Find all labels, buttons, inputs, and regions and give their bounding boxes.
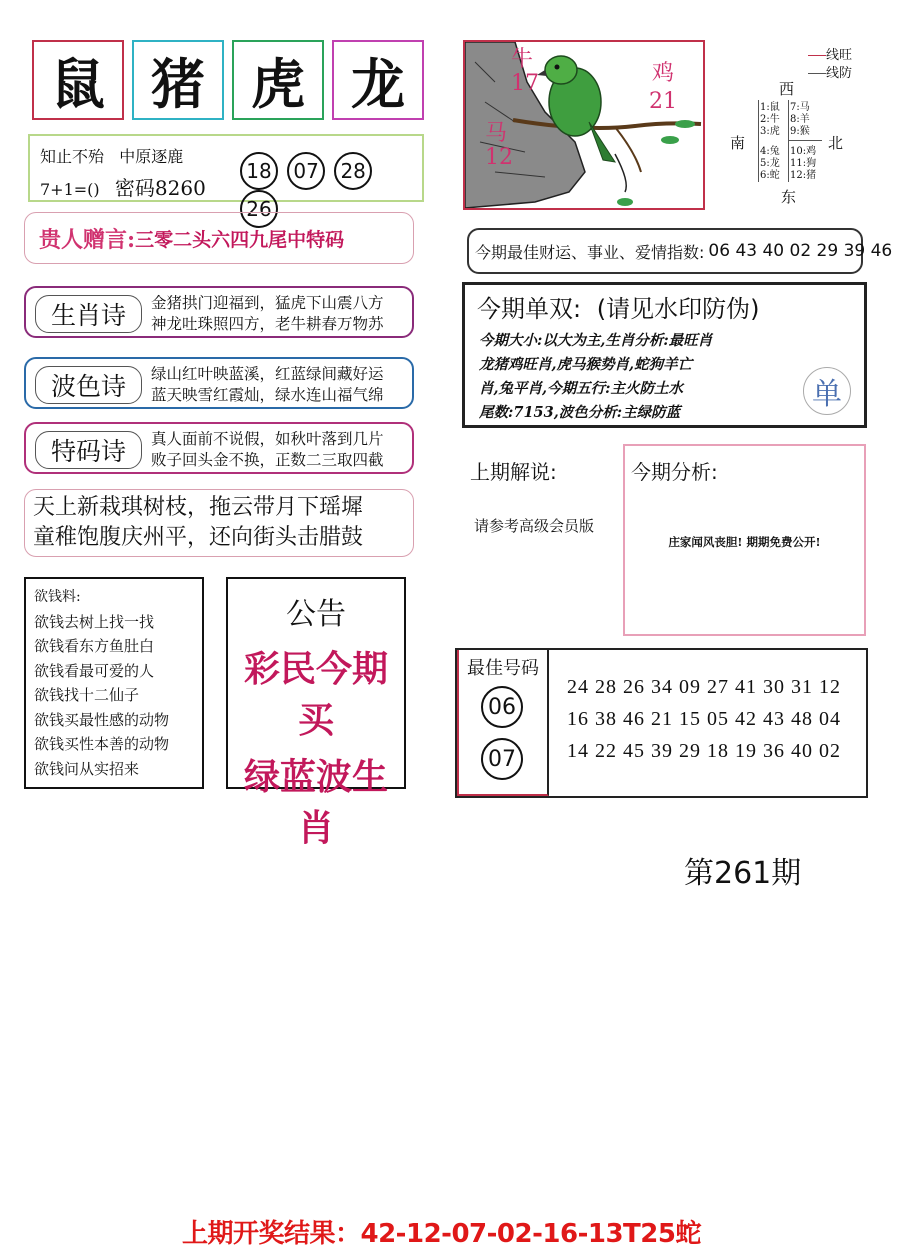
single-double-line: 龙猪鸡旺肖,虎马猴势肖,蛇狗羊亡 — [479, 356, 693, 373]
seal-text: 单 — [812, 377, 842, 412]
poem-line: 绿山红叶映蓝溪，红蓝绿间藏好运 — [151, 365, 384, 383]
single-double-line: 尾数:7153,波色分析:主绿防蓝 — [479, 404, 681, 421]
compass-west: 西 — [779, 80, 795, 98]
best-row: 14 22 45 39 29 18 19 36 40 02 — [567, 740, 841, 762]
poem-lines — [151, 364, 384, 406]
compass-panel — [728, 44, 878, 214]
riddle-box — [24, 577, 204, 789]
motto-text-2b: 密码8260 — [114, 176, 206, 200]
compass-col2-bot — [790, 146, 816, 182]
poem-label: 特码诗 — [35, 431, 142, 469]
picture-ox-label — [511, 48, 539, 96]
motto-text-1a: 知止不殆 — [40, 147, 105, 166]
poem-zodiac — [24, 286, 414, 338]
issue-number: 第261期 — [684, 856, 802, 891]
picture-rooster-label — [649, 60, 677, 116]
gift-text: 三零二头六四九尾中特码 — [135, 228, 345, 251]
best-circle-number: 06 — [481, 686, 523, 728]
legend-wang — [808, 44, 852, 63]
motto-line1 — [40, 144, 183, 167]
compass-item: 8:羊 — [790, 114, 810, 125]
poem-line: 蓝天映雪红霞灿，绿水连山福气绵 — [151, 386, 384, 404]
motto-text-2a: 7+1=() — [40, 180, 100, 199]
compass-item: 11:狗 — [790, 158, 817, 169]
zodiac-box-dragon: 龙 — [332, 40, 424, 120]
motto-text-1b: 中原逐鹿 — [119, 147, 184, 166]
compass-line — [758, 100, 759, 182]
fortune-bar — [467, 228, 893, 274]
compass-item: 1:鼠 — [760, 102, 780, 113]
poem-label: 波色诗 — [35, 366, 142, 404]
compass-col1-top — [760, 102, 780, 138]
single-double-title: 今期单双: — [477, 295, 582, 323]
last-explain-text: 请参考高级会员版 — [474, 517, 595, 535]
riddle-line: 欲钱去树上找一找 — [34, 612, 155, 631]
motto-circle-number: 28 — [334, 152, 372, 190]
zodiac-box-tiger: 虎 — [232, 40, 324, 120]
notice-line: 彩民今期买 — [243, 648, 388, 741]
compass-line — [788, 100, 789, 182]
single-double-box — [462, 282, 867, 428]
riddle-line: 欲钱找十二仙子 — [34, 686, 140, 704]
rooster-number: 21 — [649, 89, 677, 114]
motto-box — [28, 134, 424, 221]
poem-lines — [151, 293, 384, 335]
single-double-heading — [477, 289, 759, 324]
compass-item: 5:龙 — [760, 158, 780, 169]
compass-north: 北 — [828, 134, 844, 152]
gift-banner — [24, 212, 414, 264]
riddle-line: 欲钱买最性感的动物 — [34, 710, 170, 729]
gift-label: 贵人赠言: — [39, 226, 136, 253]
poem-label: 生肖诗 — [35, 295, 142, 333]
verse-line: 童稚饱腹庆州平，还向街头击腊鼓 — [33, 525, 364, 550]
verse-box — [24, 489, 414, 557]
compass-col2-top — [790, 102, 810, 138]
best-label: 最佳号码 — [467, 658, 539, 679]
best-side-panel — [457, 650, 549, 796]
horse-text: 马 — [485, 121, 508, 146]
compass-line — [788, 140, 822, 141]
compass-item: 2:牛 — [760, 114, 780, 125]
notice-title: 公告 — [286, 597, 346, 632]
compass-item: 4:兔 — [760, 146, 780, 157]
notice-box — [226, 577, 406, 849]
poem-special — [24, 422, 414, 474]
zodiac-box-rat: 鼠 — [32, 40, 124, 120]
best-row: 16 38 46 21 15 05 42 43 48 04 — [567, 708, 841, 730]
single-double-text — [479, 329, 712, 425]
best-row: 24 28 26 34 09 27 41 30 31 12 — [567, 676, 841, 698]
ox-text: 牛 — [511, 47, 534, 72]
legend-fang — [808, 62, 852, 81]
compass-item: 7:马 — [790, 102, 810, 113]
analysis-box — [623, 444, 866, 636]
last-result: 上期开奖结果：42-12-07-02-16-13T25蛇 — [182, 1219, 701, 1249]
riddle-line: 欲钱问从实招来 — [34, 759, 140, 778]
ox-number: 17 — [511, 71, 539, 96]
single-double-line: 今期大小:以大为主,生肖分析:最旺肖 — [479, 332, 713, 349]
single-double-subtitle: (请见水印防伪) — [596, 295, 760, 323]
zodiac-box-pig: 猪 — [132, 40, 224, 120]
fortune-numbers: 06 43 40 02 29 39 46 — [708, 241, 893, 261]
poem-line: 神龙吐珠照四方，老牛耕春万物苏 — [151, 315, 384, 333]
riddle-line: 欲钱看东方鱼肚白 — [34, 637, 155, 655]
horse-number: 12 — [485, 145, 513, 170]
analysis-title: 今期分析: — [631, 460, 718, 484]
compass-item: 3:虎 — [760, 126, 780, 137]
compass-col1-bot — [760, 146, 780, 182]
notice-line: 绿蓝波生肖 — [243, 756, 388, 849]
motto-circle-number: 26 — [240, 190, 278, 228]
zodiac-picture — [463, 40, 705, 210]
compass-item: 10:鸡 — [790, 146, 817, 157]
motto-line2 — [40, 172, 206, 201]
picture-horse-label — [485, 122, 513, 170]
riddle-title: 欲钱料: — [34, 589, 81, 605]
compass-south: 南 — [730, 134, 746, 152]
last-explain-title: 上期解说: — [470, 460, 557, 484]
compass-item: 9:猴 — [790, 126, 810, 137]
legend-wang-text: 线旺 — [826, 48, 853, 63]
verse-line: 天上新栽琪树枝，拖云带月下瑶墀 — [33, 495, 364, 520]
riddle-line: 欲钱看最可爱的人 — [34, 661, 155, 680]
poem-line: 金猪拱门迎福到，猛虎下山震八方 — [151, 294, 384, 312]
compass-item: 6:蛇 — [760, 170, 780, 181]
fortune-label: 今期最佳财运、事业、爱情指数: — [475, 242, 705, 262]
legend-fang-text: 线防 — [826, 66, 853, 81]
single-seal-icon — [803, 367, 851, 415]
best-circle-number: 07 — [481, 738, 523, 780]
single-double-line: 肖,兔平肖,今期五行:主火防土水 — [479, 380, 683, 397]
rooster-text: 鸡 — [651, 61, 674, 86]
poem-lines — [151, 429, 384, 471]
riddle-line: 欲钱买性本善的动物 — [34, 735, 170, 753]
motto-circle-number: 07 — [287, 152, 325, 190]
compass-east: 东 — [781, 188, 797, 206]
compass-item: 12:猪 — [790, 170, 817, 181]
analysis-text: 庄家闻风丧胆! 期期免费公开! — [668, 535, 821, 549]
poem-line: 败子回头金不换，正数二三取四截 — [151, 451, 384, 469]
best-numbers-box — [455, 648, 868, 798]
poem-line: 真人面前不说假，如秋叶落到几片 — [151, 430, 384, 448]
motto-circle-number: 18 — [240, 152, 278, 190]
poem-color — [24, 357, 414, 409]
